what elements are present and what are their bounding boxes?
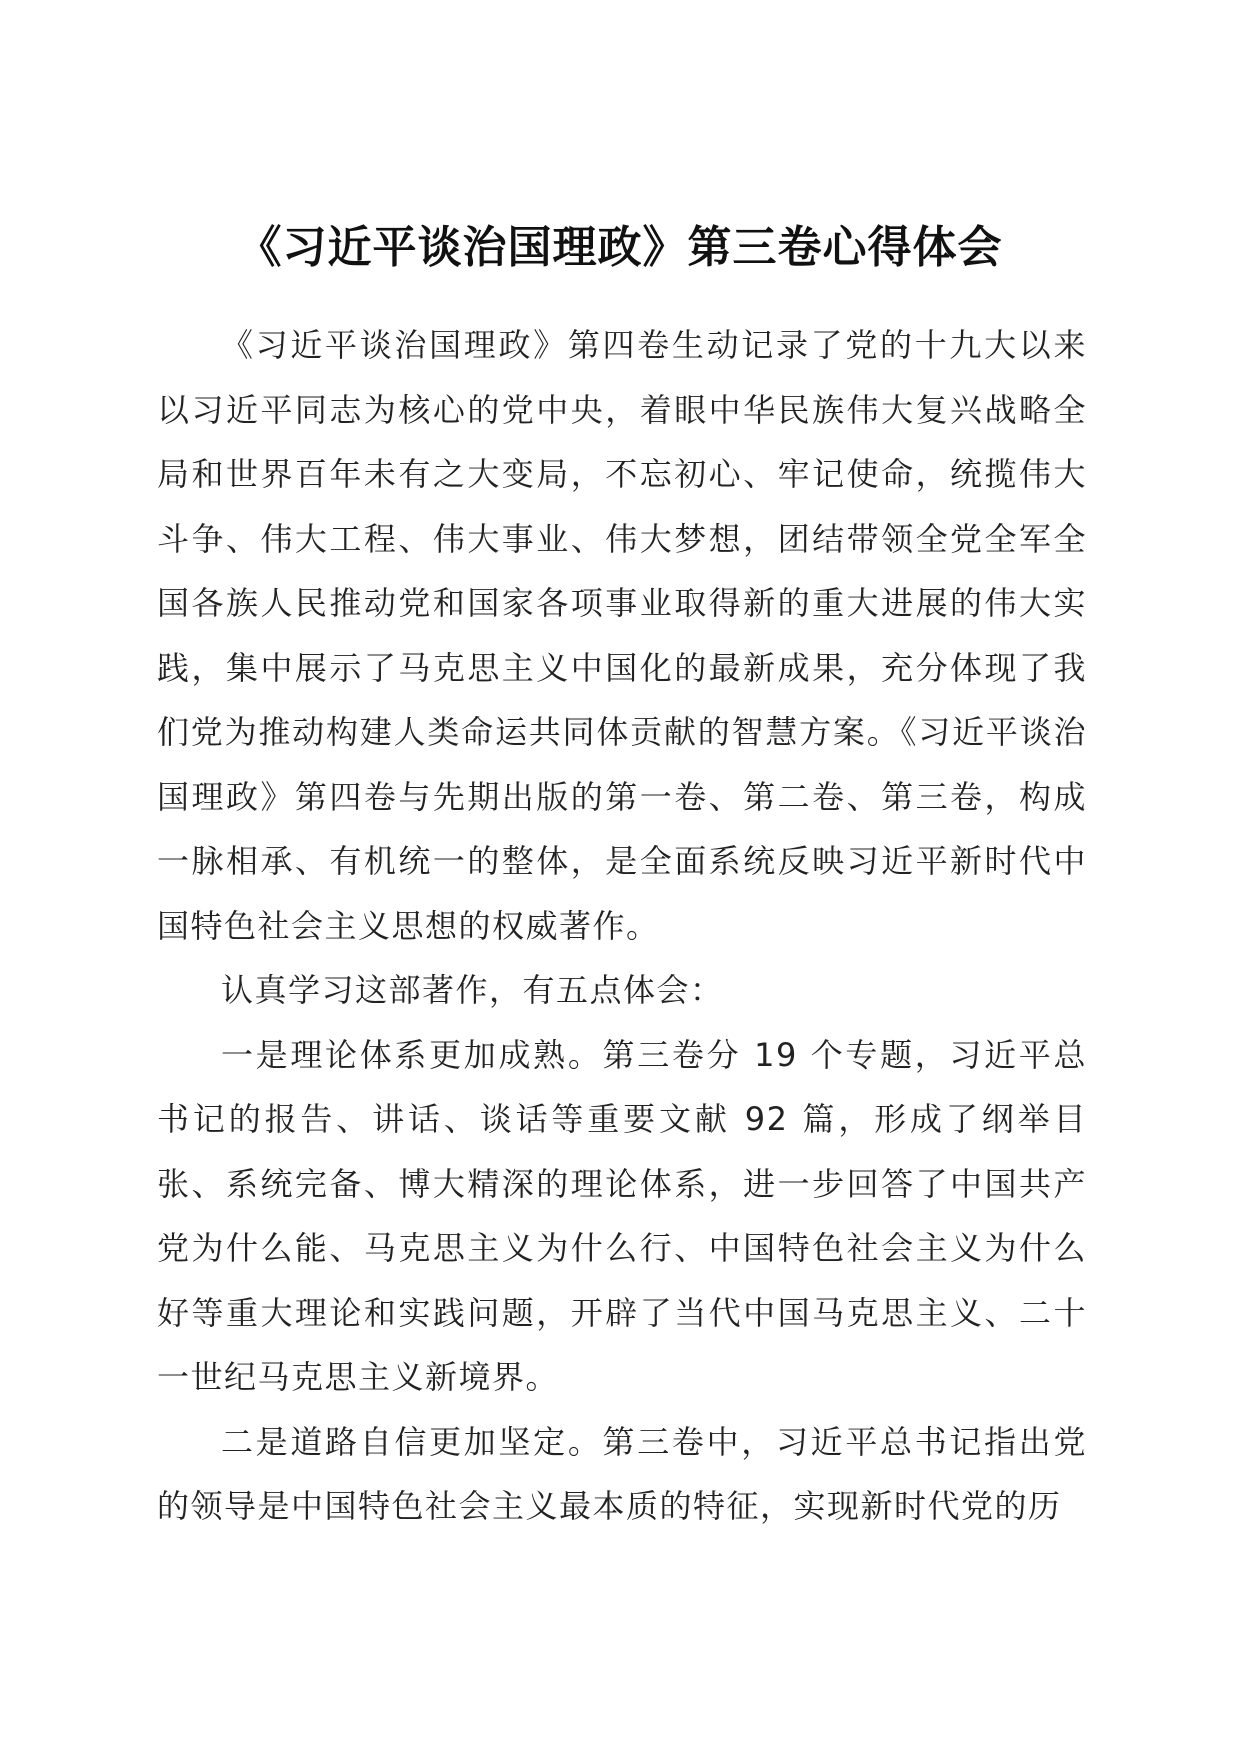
paragraph-summary: 认真学习这部著作，有五点体会： bbox=[221, 971, 724, 1009]
document-title: 《习近平谈治国理政》第三卷心得体会 bbox=[237, 222, 1003, 273]
paragraph-point-one: 一是理论体系更加成熟。第三卷分 19 个专题，习近平总书记的报告、讲话、谈话等重要文献 92 篇，形成了纲举目张、系统完备、博大精深的理论体系，进一步回答了中国共产党为什么能、马克思主义为什么行、中国特色社会主义为什么好等重大理论和实践问题，开辟了当代中国马克思主义、二十一世纪马克思主义新境界。 bbox=[157, 1035, 1087, 1396]
paragraph-point-two: 二是道路自信更加坚定。第三卷中，习近平总书记指出党的领导是中国特色社会主义最本质的特征，实现新时代党的历 bbox=[157, 1422, 1087, 1525]
document-body bbox=[157, 313, 1087, 1539]
paragraph-intro: 《习近平谈治国理政》第四卷生动记录了党的十九大以来以习近平同志为核心的党中央，着眼中华民族伟大复兴战略全局和世界百年未有之大变局，不忘初心、牢记使命，统揽伟大斗争、伟大工程、伟大事业、伟大梦想，团结带领全党全军全国各族人民推动党和国家各项事业取得新的重大进展的伟大实践，集中展示了马克思主义中国化的最新成果，充分体现了我们党为推动构建人类命运共同体贡献的智慧方案。《习近平谈治国理政》第四卷与先期出版的第一卷、第二卷、第三卷，构成一脉相承、有机统一的整体，是全面系统反映习近平新时代中国特色社会主义思想的权威著作。 bbox=[157, 326, 1087, 945]
